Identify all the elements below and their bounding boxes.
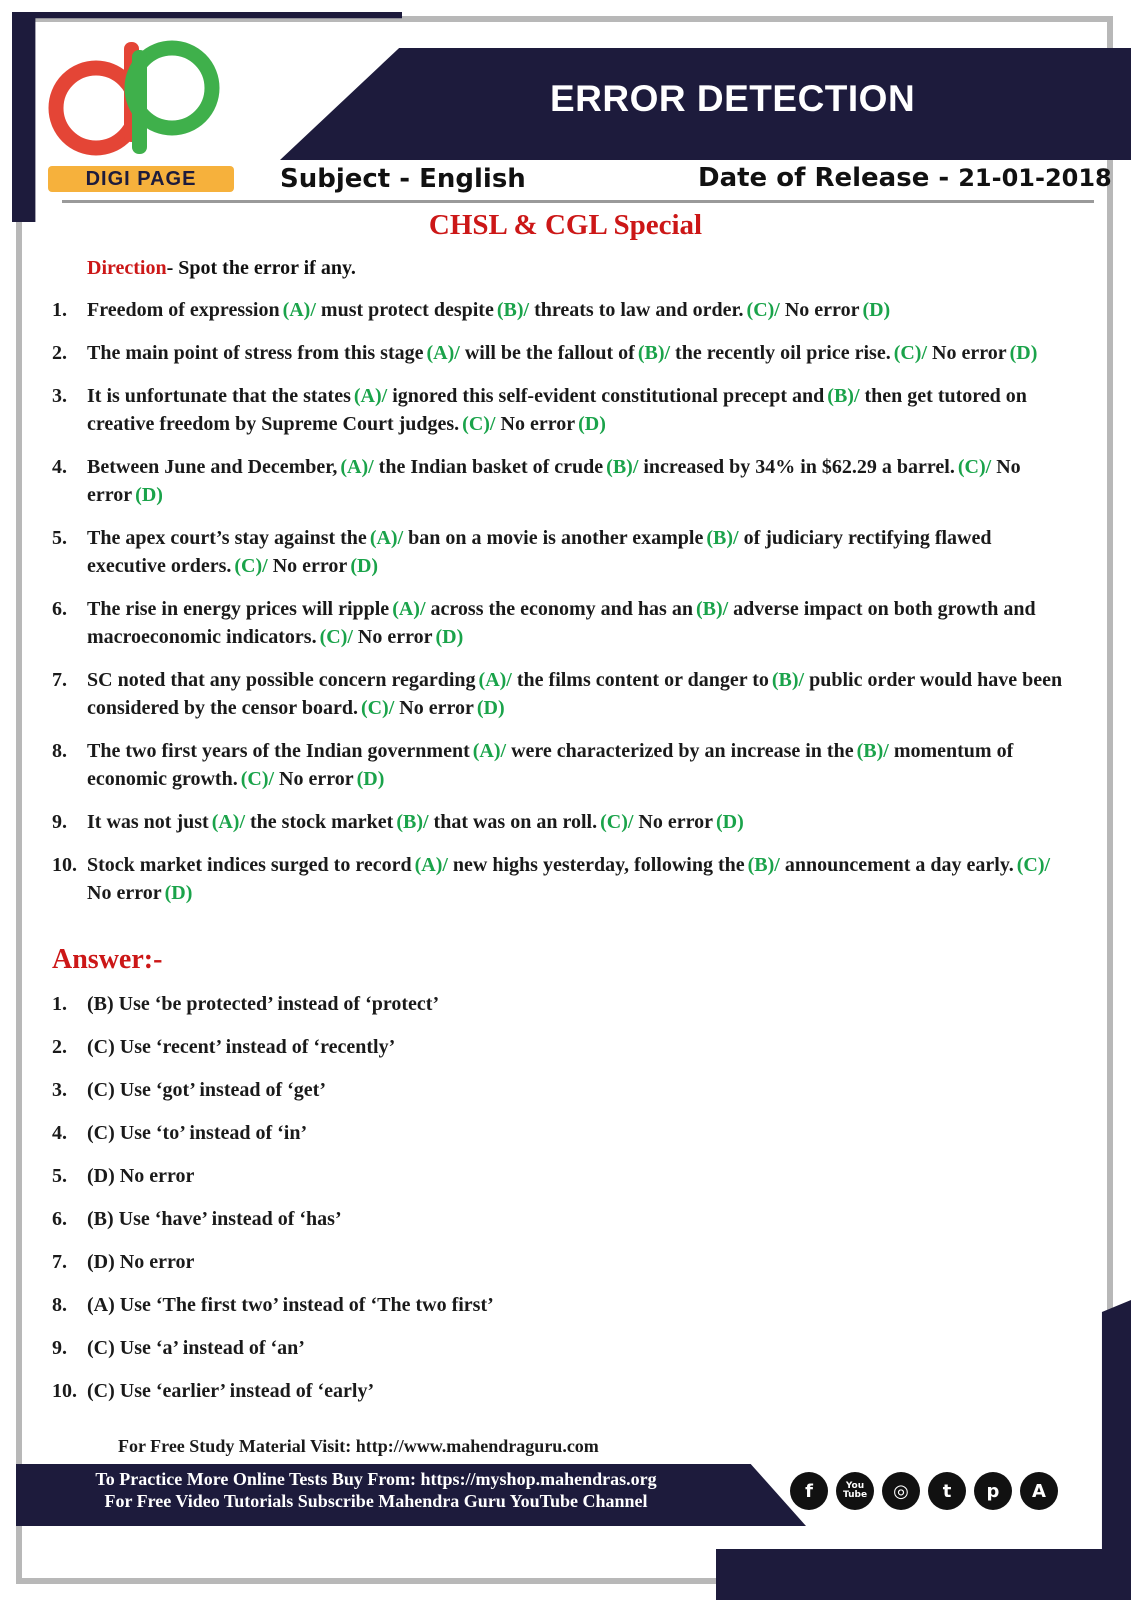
answer-text: (A) Use ‘The first two’ instead of ‘The two first’ (87, 1294, 494, 1316)
question-segment: Freedom of expression (87, 299, 280, 321)
question-segment: The rise in energy prices will ripple (87, 598, 390, 620)
answer-item (52, 1377, 1052, 1420)
answer-number: 10. (52, 1380, 77, 1402)
segment-marker: (A)/ (369, 527, 404, 549)
release-info (698, 163, 1112, 193)
practice-link[interactable]: To Practice More Online Tests Buy From: https://myshop.mahendras.org (95, 1469, 657, 1489)
segment-marker: (A)/ (478, 669, 512, 691)
question-item (52, 453, 1072, 509)
segment-marker: (C)/ (462, 413, 496, 435)
video-text: For Free Video Tutorials Subscribe Mahendra Guru YouTube Channel (104, 1491, 648, 1511)
question-number: 5. (52, 527, 67, 549)
answer-number: 7. (52, 1251, 67, 1273)
segment-marker: (C)/ (957, 456, 992, 478)
question-segment: No error (357, 626, 433, 648)
answer-number: 1. (52, 993, 67, 1015)
question-segment: then get tutored on creative freedom by Supreme Court judges. (87, 385, 1027, 435)
question-segment: across the economy and has an (430, 598, 693, 620)
answer-number: 2. (52, 1036, 67, 1058)
segment-marker: (A)/ (340, 456, 374, 478)
question-segment: the films content or danger to (516, 669, 769, 691)
question-segment: No error (500, 413, 576, 435)
question-segment: the recently oil price rise. (675, 342, 891, 364)
segment-marker: (C)/ (1016, 854, 1051, 876)
question-number: 7. (52, 669, 67, 691)
answer-item (52, 1291, 1052, 1334)
segment-marker: (B)/ (606, 456, 639, 478)
question-segment: that was on an roll. (433, 811, 598, 833)
question-segment: No error (87, 456, 1021, 506)
question-segment: threats to law and order. (534, 299, 744, 321)
question-segment: Stock market indices surged to record (87, 854, 412, 876)
answer-item (52, 1076, 1052, 1119)
answer-text: (B) Use ‘be protected’ instead of ‘protect’ (87, 993, 440, 1015)
release-label: Date of Release - (698, 163, 959, 193)
special-subtitle: CHSL & CGL Special (428, 209, 703, 241)
release-date: 21-01-2018 (958, 164, 1112, 192)
question-segment: announcement a day early. (784, 854, 1014, 876)
answer-item (52, 1248, 1052, 1291)
question-number: 8. (52, 740, 67, 762)
answer-heading: Answer:- (52, 944, 163, 975)
question-segment: increased by 34% in $62.29 a barrel. (643, 456, 955, 478)
segment-marker: (C)/ (240, 768, 275, 790)
segment-marker: (C)/ (234, 555, 268, 577)
segment-marker: (B)/ (856, 740, 889, 762)
question-segment: the stock market (250, 811, 394, 833)
segment-marker: (B)/ (706, 527, 739, 549)
segment-marker: (B)/ (771, 669, 805, 691)
question-segment: new highs yesterday, following the (452, 854, 745, 876)
question-segment: No error (932, 342, 1007, 364)
segment-marker: (C)/ (746, 299, 780, 321)
segment-marker: (B)/ (695, 598, 729, 620)
android-icon[interactable]: A (1020, 1472, 1058, 1510)
facebook-icon[interactable]: f (790, 1472, 828, 1510)
segment-marker: (D) (476, 697, 505, 719)
question-segment: Between June and December, (87, 456, 338, 478)
question-segment: No error (638, 811, 714, 833)
answer-number: 6. (52, 1208, 67, 1230)
question-segment: momentum of economic growth. (87, 740, 1014, 790)
segment-marker: (A)/ (392, 598, 426, 620)
answer-text: (C) Use ‘earlier’ instead of ‘early’ (87, 1380, 375, 1402)
answer-number: 5. (52, 1165, 67, 1187)
header-rule (62, 200, 1094, 203)
question-segment: the Indian basket of crude (378, 456, 604, 478)
question-segment: public order would have been considered by the censor board. (87, 669, 1063, 719)
twitter-icon[interactable]: t (928, 1472, 966, 1510)
question-segment: SC noted that any possible concern regarding (87, 669, 476, 691)
answer-item (52, 1162, 1052, 1205)
answer-item (52, 1334, 1052, 1377)
direction (87, 257, 356, 280)
segment-marker: (C)/ (893, 342, 928, 364)
segment-marker: (B)/ (496, 299, 530, 321)
segment-marker: (C)/ (600, 811, 634, 833)
question-number: 9. (52, 811, 67, 833)
segment-marker: (B)/ (637, 342, 671, 364)
question-segment: were characterized by an increase in the (511, 740, 854, 762)
question-segment: No error (272, 555, 348, 577)
answer-item (52, 990, 1052, 1033)
segment-marker: (B)/ (747, 854, 780, 876)
answer-number: 3. (52, 1079, 67, 1101)
question-segment: It was not just (87, 811, 209, 833)
question-number: 3. (52, 385, 67, 407)
answer-text: (B) Use ‘have’ instead of ‘has’ (87, 1208, 342, 1230)
social-icons (790, 1472, 1058, 1510)
question-segment: No error (399, 697, 474, 719)
segment-marker: (D) (716, 811, 744, 833)
segment-marker: (B)/ (396, 811, 429, 833)
question-number: 1. (52, 299, 67, 321)
answer-text: (C) Use ‘recent’ instead of ‘recently’ (87, 1036, 396, 1058)
question-segment: of judiciary rectifying flawed executive orders. (87, 527, 992, 577)
answer-number: 9. (52, 1337, 67, 1359)
question-segment: ignored this self-evident constitutional precept and (392, 385, 825, 407)
pinterest-icon[interactable]: p (974, 1472, 1012, 1510)
digi-page-logo (44, 36, 234, 156)
segment-marker: (D) (435, 626, 464, 648)
question-segment: adverse impact on both growth and macroeconomic indicators. (87, 598, 1036, 648)
answer-text: (C) Use ‘to’ instead of ‘in’ (87, 1122, 308, 1144)
question-segment: No error (87, 882, 162, 904)
question-segment: The two first years of the Indian government (87, 740, 470, 762)
question-item (52, 296, 1072, 324)
segment-marker: (A)/ (472, 740, 507, 762)
segment-marker: (D) (356, 768, 385, 790)
question-item (52, 595, 1072, 651)
answer-number: 8. (52, 1294, 67, 1316)
question-item (52, 524, 1072, 580)
logo-text: DIGI PAGE (48, 166, 234, 192)
question-number: 10. (52, 854, 77, 876)
question-item (52, 737, 1072, 793)
question-segment: ban on a movie is another example (408, 527, 704, 549)
answer-text: (C) Use ‘got’ instead of ‘get’ (87, 1079, 327, 1101)
question-item (52, 851, 1072, 907)
question-segment: The apex court’s stay against the (87, 527, 367, 549)
segment-marker: (B)/ (827, 385, 860, 407)
question-segment: No error (279, 768, 354, 790)
answer-item (52, 1205, 1052, 1248)
segment-marker: (D) (1009, 342, 1038, 364)
page-title: ERROR DETECTION (550, 78, 916, 119)
question-segment: must protect despite (320, 299, 494, 321)
segment-marker: (D) (862, 299, 891, 321)
instagram-icon[interactable]: ◎ (882, 1472, 920, 1510)
segment-marker: (C)/ (360, 697, 395, 719)
question-segment: will be the fallout of (464, 342, 635, 364)
segment-marker: (D) (164, 882, 193, 904)
answer-item (52, 1033, 1052, 1076)
segment-marker: (D) (135, 484, 163, 506)
segment-marker: (A)/ (211, 811, 246, 833)
answer-text: (D) No error (87, 1251, 195, 1273)
answer-text: (D) No error (87, 1165, 195, 1187)
question-segment: The main point of stress from this stage (87, 342, 424, 364)
segment-marker: (A)/ (353, 385, 388, 407)
free-material-link[interactable]: For Free Study Material Visit: http://www.mahendraguru.com (118, 1436, 599, 1456)
question-item (52, 382, 1072, 438)
youtube-icon[interactable]: You Tube (836, 1472, 874, 1510)
subject-label: Subject - English (280, 164, 526, 194)
answer-number: 4. (52, 1122, 67, 1144)
answer-list (52, 990, 1052, 1420)
direction-text: - Spot the error if any. (166, 257, 356, 279)
segment-marker: (A)/ (282, 299, 316, 321)
question-number: 6. (52, 598, 67, 620)
question-list (52, 296, 1072, 922)
segment-marker: (C)/ (319, 626, 353, 648)
question-item (52, 808, 1072, 836)
question-item (52, 666, 1072, 722)
segment-marker: (D) (350, 555, 379, 577)
question-segment: It is unfortunate that the states (87, 385, 351, 407)
answer-text: (C) Use ‘a’ instead of ‘an’ (87, 1337, 305, 1359)
segment-marker: (D) (578, 413, 606, 435)
footer-text (16, 1468, 736, 1512)
question-number: 4. (52, 456, 67, 478)
segment-marker: (A)/ (414, 854, 448, 876)
segment-marker: (A)/ (426, 342, 460, 364)
direction-label: Direction (87, 257, 167, 279)
answer-item (52, 1119, 1052, 1162)
question-item (52, 339, 1072, 367)
question-segment: No error (784, 299, 860, 321)
question-number: 2. (52, 342, 67, 364)
